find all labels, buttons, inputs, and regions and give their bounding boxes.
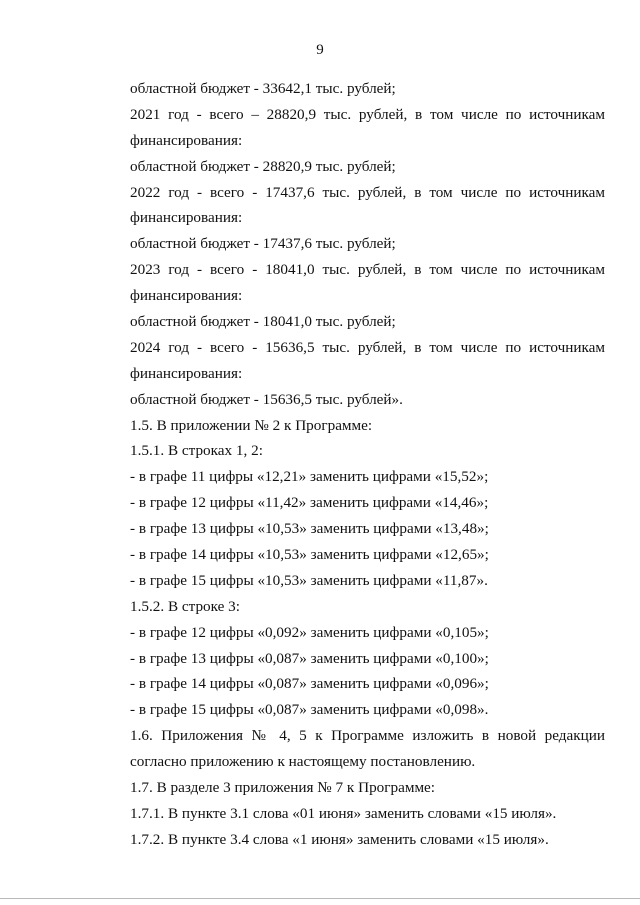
text-line: 1.5.2. В строке 3: <box>130 597 240 615</box>
text-line: - в графе 12 цифры «0,092» заменить цифрами «0,105»; <box>130 623 489 641</box>
text-line: 1.7.1. В пункте 3.1 слова «01 июня» заменить словами «15 июля». <box>130 804 557 822</box>
text-line: 1.5.1. В строках 1, 2: <box>130 442 263 460</box>
text-line: 1.7.2. В пункте 3.4 слова «1 июня» заменить словами «15 июля». <box>130 830 549 848</box>
text-line: финансирования: <box>130 209 243 227</box>
text-line: 2022 год - всего - 17437,6 тыс. рублей, в том числе по источникам <box>130 183 605 201</box>
text-line: - в графе 11 цифры «12,21» заменить цифрами «15,52»; <box>130 468 489 486</box>
text-line: - в графе 15 цифры «0,087» заменить цифрами «0,098». <box>130 701 489 719</box>
text-line: - в графе 13 цифры «10,53» заменить цифрами «13,48»; <box>130 520 489 538</box>
text-line: согласно приложению к настоящему постановлению. <box>130 753 476 771</box>
text-line: финансирования: <box>130 364 243 382</box>
text-line: - в графе 14 цифры «10,53» заменить цифрами «12,65»; <box>130 546 489 564</box>
text-line: областной бюджет - 33642,1 тыс. рублей; <box>130 80 396 97</box>
text-line: областной бюджет - 18041,0 тыс. рублей; <box>130 313 396 331</box>
text-line: 2021 год - всего – 28820,9 тыс. рублей, в том числе по источникам <box>130 105 605 123</box>
page-bottom-rule <box>0 898 640 899</box>
text-line: 1.7. В разделе 3 приложения № 7 к Программе: <box>130 779 436 797</box>
text-line: областной бюджет - 17437,6 тыс. рублей; <box>130 235 396 253</box>
text-line: - в графе 15 цифры «10,53» заменить цифрами «11,87». <box>130 571 488 589</box>
page-number: 9 <box>316 42 324 58</box>
text-line: областной бюджет - 15636,5 тыс. рублей». <box>130 390 403 408</box>
text-line: финансирования: <box>130 131 243 149</box>
text-line: 1.6. Приложения № 4, 5 к Программе изложить в новой редакции <box>130 727 605 745</box>
text-line: областной бюджет - 28820,9 тыс. рублей; <box>130 157 396 175</box>
text-line: 2024 год - всего - 15636,5 тыс. рублей, в том числе по источникам <box>130 338 605 356</box>
text-line: финансирования: <box>130 287 243 305</box>
document-body <box>130 76 605 853</box>
text-line: - в графе 14 цифры «0,087» заменить цифрами «0,096»; <box>130 675 489 693</box>
text-line: - в графе 12 цифры «11,42» заменить цифрами «14,46»; <box>130 494 489 512</box>
text-line: - в графе 13 цифры «0,087» заменить цифрами «0,100»; <box>130 649 489 667</box>
text-line: 1.5. В приложении № 2 к Программе: <box>130 416 373 434</box>
text-line: 2023 год - всего - 18041,0 тыс. рублей, в том числе по источникам <box>130 261 605 279</box>
